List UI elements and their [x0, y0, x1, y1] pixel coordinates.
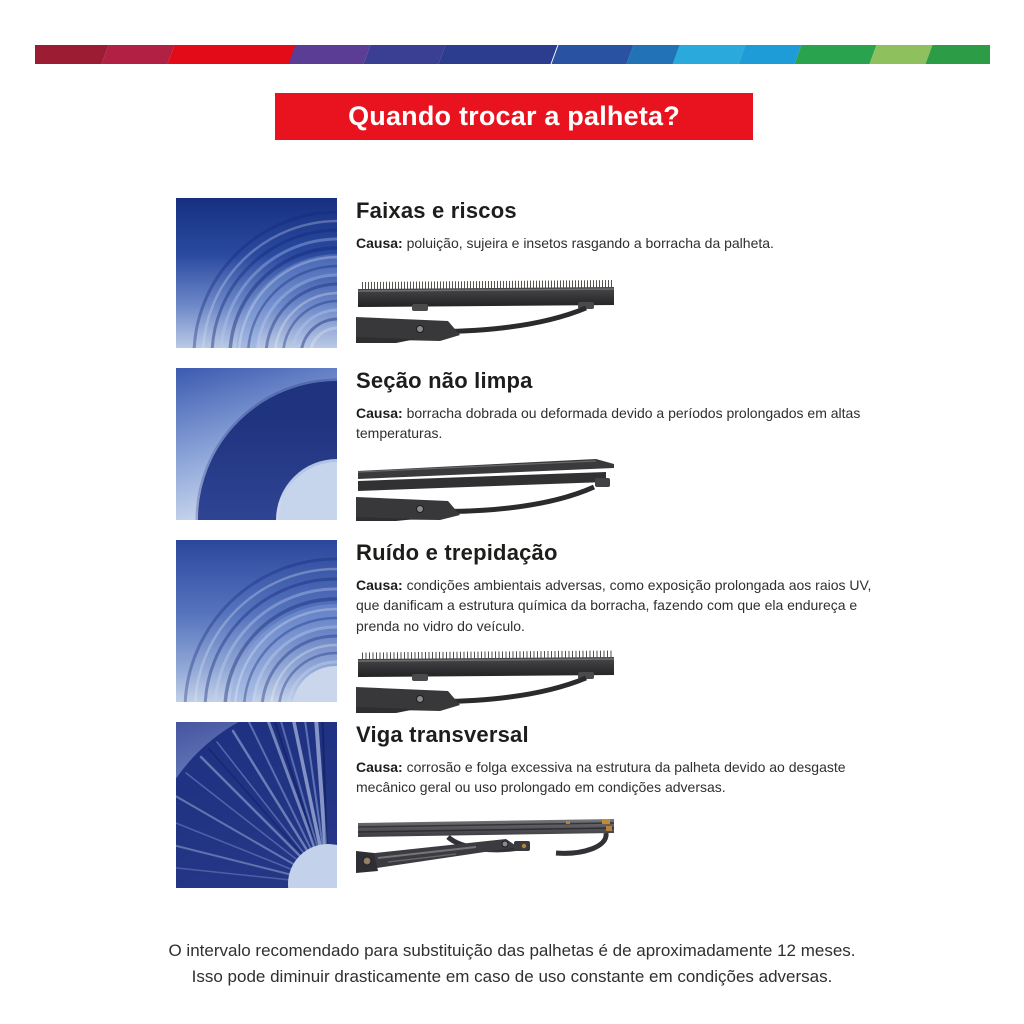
- wiper-blade-hardened-rubber-image: [356, 649, 618, 713]
- footer-note: [0, 938, 1024, 989]
- topbar-segment: [926, 45, 990, 64]
- section-title: Ruído e trepidação: [356, 540, 558, 565]
- cause-paragraph: [356, 233, 878, 253]
- brand-color-strip: [35, 45, 990, 64]
- windshield-streaks-arcs-image: [176, 198, 337, 348]
- windshield-chatter-arcs-image: [176, 540, 337, 713]
- section-row-secao-nao-limpa: [176, 368, 896, 521]
- topbar-segment: [167, 45, 296, 64]
- windshield-radial-streaks-image: [176, 722, 337, 888]
- topbar-segment: [364, 45, 446, 64]
- cause-label: Causa:: [356, 235, 403, 251]
- wiper-blade-frayed-rubber-image: [356, 279, 618, 343]
- cause-label: Causa:: [356, 577, 403, 593]
- topbar-segment: [626, 45, 680, 64]
- windshield-unwiped-section-image: [176, 368, 337, 521]
- cause-text: borracha dobrada ou deformada devido a períodos prolongados em altas temperaturas.: [356, 405, 861, 442]
- section-content: [356, 198, 896, 348]
- footer-line-1: O intervalo recomendado para substituição das palhetas é de aproximadamente 12 meses.: [168, 941, 856, 960]
- page-title: Quando trocar a palheta?: [348, 101, 680, 131]
- wiper-blade-bent-rubber-image: [356, 457, 618, 521]
- topbar-segment: [289, 45, 371, 64]
- cause-label: Causa:: [356, 759, 403, 775]
- topbar-segment: [673, 45, 745, 64]
- cause-paragraph: [356, 757, 878, 798]
- topbar-segment: [35, 45, 109, 64]
- wiper-blade-corroded-frame-image: [356, 811, 618, 885]
- section-row-faixas-e-riscos: [176, 198, 896, 348]
- footer-line-2: Isso pode diminuir drasticamente em caso de uso constante em condições adversas.: [191, 966, 833, 986]
- cause-paragraph: [356, 403, 878, 444]
- topbar-segment: [439, 45, 558, 64]
- cause-text: condições ambientais adversas, como exposição prolongada aos raios UV, que danificam a estrutura química da borracha, fazendo com que ela endureça e prenda no vidro do veículo.: [356, 577, 872, 634]
- cause-label: Causa:: [356, 405, 403, 421]
- topbar-segment: [102, 45, 174, 64]
- section-title: Seção não limpa: [356, 368, 533, 393]
- section-row-ruido-e-trepidacao: [176, 540, 896, 713]
- topbar-segment: [738, 45, 801, 64]
- topbar-segment: [869, 45, 932, 64]
- topbar-segment: [795, 45, 877, 64]
- section-content: [356, 540, 896, 713]
- cause-text: poluição, sujeira e insetos rasgando a borracha da palheta.: [402, 235, 774, 251]
- section-title: Faixas e riscos: [356, 198, 517, 223]
- cause-paragraph: [356, 575, 878, 636]
- cause-text: corrosão e folga excessiva na estrutura da palheta devido ao desgaste mecânico geral ou uso prolongado em condições adversas.: [356, 759, 846, 796]
- section-row-viga-transversal: [176, 722, 896, 888]
- section-title: Viga transversal: [356, 722, 529, 747]
- title-banner: [275, 93, 753, 140]
- section-content: [356, 368, 896, 521]
- topbar-segment: [551, 45, 633, 64]
- section-content: [356, 722, 896, 888]
